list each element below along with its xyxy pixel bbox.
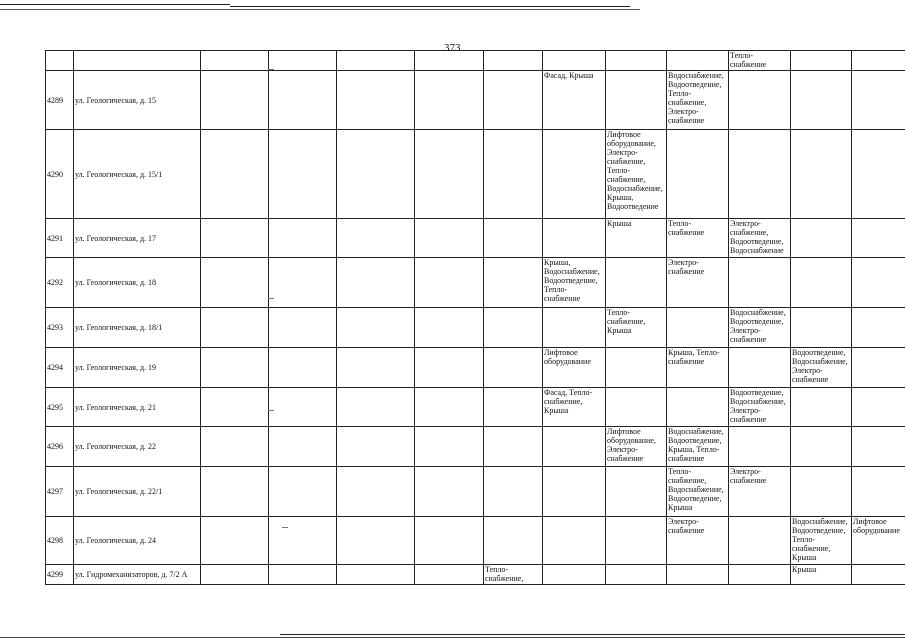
work-type-cell [852,427,905,467]
work-type-cell [852,565,905,585]
work-type-cell [791,258,852,308]
work-type-text: Водоснабжение, Водоотведение, Тепло- снабжение, Крыша [792,517,848,562]
work-type-cell [269,219,337,258]
work-type-cell [484,71,543,130]
work-type-cell [852,388,905,427]
work-type-cell [337,130,415,219]
work-type-cell [729,388,791,427]
table-row [46,130,905,219]
work-type-cell [852,308,905,348]
work-type-text: Фасад, Крыша [544,71,594,80]
work-type-cell [791,219,852,258]
work-type-cell [484,565,543,585]
work-type-text: Тепло- снабжение [668,219,705,237]
work-type-cell [484,388,543,427]
header-cell [852,51,905,71]
work-type-cell [337,308,415,348]
work-type-cell [201,565,269,585]
address-cell: ул. Геологическая, д. 15/1 [74,130,201,219]
work-type-cell [337,219,415,258]
address-cell: ул. Геологическая, д. 19 [74,348,201,388]
work-type-text: Фасад, Тепло- снабжение, Крыша [544,388,593,415]
work-type-cell [667,348,729,388]
work-type-text: Водоотведение, Водоснабжение, Электро- снабжение [792,348,848,384]
work-type-cell [484,348,543,388]
header-cell [729,51,791,71]
work-type-cell [791,71,852,130]
work-type-cell [415,258,484,308]
work-type-cell [415,388,484,427]
scan-edge-bottom-line [280,634,905,635]
address-cell: ул. Гидромеханизаторов, д. 7/2 А [74,565,201,585]
work-type-cell [606,130,667,219]
header-cell [74,51,201,71]
work-type-cell [484,258,543,308]
work-type-cell [415,517,484,565]
work-type-cell [729,348,791,388]
work-type-cell [337,348,415,388]
work-type-cell [729,258,791,308]
work-type-cell [667,467,729,517]
work-type-cell [415,219,484,258]
work-type-cell [667,71,729,130]
work-type-cell [667,130,729,219]
work-type-text: Водоснабжение, Водоотведение, Электро- снабжение [730,308,786,344]
work-type-text: Водоснабжение, Водоотведение, Тепло- снабжение, Электро- снабжение [668,71,724,125]
row-number: 4297 [46,467,74,517]
row-number: 4299 [46,565,74,585]
work-type-text: Тепло- снабжение, Крыша [607,308,646,335]
work-type-text: Крыша, Водоснабжение, Водоотведение, Тепло- снабжение [544,258,600,303]
header-cell [201,51,269,71]
work-type-cell [852,219,905,258]
work-type-text: Лифтовое оборудование, Электро- снабжение, Тепло- снабжение, Водоснабжение, Крыша, Водоотведение [607,130,663,211]
work-type-cell [484,130,543,219]
work-type-text: Водоотведение, Водоснабжение, Электро- снабжение [730,388,786,424]
work-type-cell [484,467,543,517]
address-cell: ул. Геологическая, д. 17 [74,219,201,258]
work-type-cell [269,308,337,348]
work-type-cell [667,388,729,427]
work-type-text: Электро- снабжение [730,467,767,485]
work-type-cell [415,308,484,348]
row-number: 4289 [46,71,74,130]
work-type-text: Лифтовое оборудование [544,348,591,366]
work-type-text: Тепло- снабжение, [485,565,524,583]
table-header-row [46,51,905,71]
work-type-cell [852,258,905,308]
scan-edge-bottom-line [0,637,905,638]
work-type-cell [415,130,484,219]
work-type-cell [269,467,337,517]
table-row [46,71,905,130]
work-type-text: Крыша [607,219,632,228]
work-type-cell [729,565,791,585]
address-cell: ул. Геологическая, д. 24 [74,517,201,565]
work-type-cell [415,71,484,130]
work-type-cell [852,467,905,517]
work-type-cell [269,71,337,130]
work-type-cell [606,219,667,258]
header-cell [791,51,852,71]
work-type-cell [201,71,269,130]
row-number: 4291 [46,219,74,258]
work-type-text: Электро- снабжение [668,517,705,535]
work-type-cell [543,71,606,130]
work-type-cell [791,388,852,427]
work-type-cell [337,565,415,585]
work-type-cell [269,388,337,427]
work-type-cell [484,517,543,565]
work-type-cell [201,348,269,388]
header-cell [269,51,337,71]
work-type-cell [729,427,791,467]
address-cell: ул. Геологическая, д. 22/1 [74,467,201,517]
table-row [46,308,905,348]
work-type-cell [484,427,543,467]
work-type-text: Водоснабжение, Водоотведение, Крыша, Тепло- снабжение [668,427,724,463]
work-type-cell [606,427,667,467]
work-type-cell [791,308,852,348]
work-type-cell [201,427,269,467]
work-type-text: Лифтовое оборудование [853,517,900,535]
table-row [46,467,905,517]
work-type-cell [606,308,667,348]
work-type-cell [269,130,337,219]
work-type-text: Электро- снабжение [668,258,705,276]
work-type-cell [543,565,606,585]
work-type-cell [201,467,269,517]
page-number: 373 [444,42,461,54]
work-type-cell [543,258,606,308]
work-type-text: Крыша, Тепло- снабжение [668,348,720,366]
work-type-cell [484,219,543,258]
table-row [46,517,905,565]
work-type-cell [791,467,852,517]
work-type-cell [791,348,852,388]
scan-edge-top-line [230,6,630,7]
work-type-cell [201,517,269,565]
work-type-cell [667,427,729,467]
header-cell-text: Тепло- снабжение [730,51,767,69]
work-type-cell [543,388,606,427]
work-type-cell [269,565,337,585]
work-type-cell [415,348,484,388]
work-type-cell [667,258,729,308]
scan-mark [268,69,274,70]
work-type-cell [543,348,606,388]
work-type-cell [201,308,269,348]
work-type-cell [543,219,606,258]
work-type-cell [606,517,667,565]
table-row [46,427,905,467]
work-type-cell [606,348,667,388]
header-cell [484,51,543,71]
scan-mark [268,410,274,411]
scan-mark [268,298,274,299]
row-number: 4296 [46,427,74,467]
work-type-cell [415,467,484,517]
work-type-cell [606,71,667,130]
work-type-cell [606,258,667,308]
work-type-cell [667,219,729,258]
scan-edge-top-line [0,4,230,5]
work-type-cell [729,130,791,219]
address-cell: ул. Геологическая, д. 22 [74,427,201,467]
work-type-text: Лифтовое оборудование, Электро- снабжение [607,427,656,463]
work-type-cell [337,258,415,308]
address-cell: ул. Геологическая, д. 18/1 [74,308,201,348]
work-type-cell [543,427,606,467]
work-type-cell [791,130,852,219]
work-type-cell [729,308,791,348]
work-type-cell [667,565,729,585]
work-type-cell [337,427,415,467]
row-number: 4298 [46,517,74,565]
work-type-cell [791,565,852,585]
work-type-cell [269,258,337,308]
address-cell: ул. Геологическая, д. 18 [74,258,201,308]
table-row [46,565,905,585]
work-type-cell [201,388,269,427]
work-type-cell [484,308,543,348]
work-type-cell [667,308,729,348]
header-cell [415,51,484,71]
work-type-cell [852,71,905,130]
table-row [46,258,905,308]
work-type-cell [606,565,667,585]
work-type-cell [852,348,905,388]
work-type-cell [606,467,667,517]
row-number: 4294 [46,348,74,388]
table-row [46,388,905,427]
work-type-cell [337,388,415,427]
work-type-cell [337,467,415,517]
header-cell [337,51,415,71]
header-cell [606,51,667,71]
work-type-cell [337,517,415,565]
work-type-cell [852,517,905,565]
row-number: 4295 [46,388,74,427]
work-type-cell [543,517,606,565]
scan-edge-top-line [0,9,640,10]
row-number: 4290 [46,130,74,219]
work-type-cell [543,130,606,219]
work-type-cell [415,565,484,585]
work-type-cell [606,388,667,427]
work-type-cell [415,427,484,467]
work-type-cell [729,71,791,130]
work-type-cell [852,130,905,219]
address-cell: ул. Геологическая, д. 21 [74,388,201,427]
work-type-cell [729,219,791,258]
work-type-cell [201,219,269,258]
table-row [46,219,905,258]
work-type-text: Крыша [792,565,817,574]
work-type-cell [729,517,791,565]
row-number: 4292 [46,258,74,308]
work-type-cell [667,517,729,565]
table-row [46,348,905,388]
work-type-cell [791,517,852,565]
work-type-cell [729,467,791,517]
address-cell: ул. Геологическая, д. 15 [74,71,201,130]
work-type-cell [201,258,269,308]
scan-mark [282,527,288,528]
header-cell [667,51,729,71]
work-type-text: Электро- снабжение, Водоотведение, Водоснабжение [730,219,784,255]
work-type-cell [543,467,606,517]
work-type-cell [337,71,415,130]
work-type-cell [201,130,269,219]
work-type-cell [269,517,337,565]
work-type-text: Тепло- снабжение, Водоснабжение, Водоотведение, Крыша [668,467,724,512]
header-cell [543,51,606,71]
work-type-cell [791,427,852,467]
work-type-cell [269,348,337,388]
work-type-cell [269,427,337,467]
work-type-cell [543,308,606,348]
header-cell [46,51,74,71]
register-table [45,50,905,585]
row-number: 4293 [46,308,74,348]
